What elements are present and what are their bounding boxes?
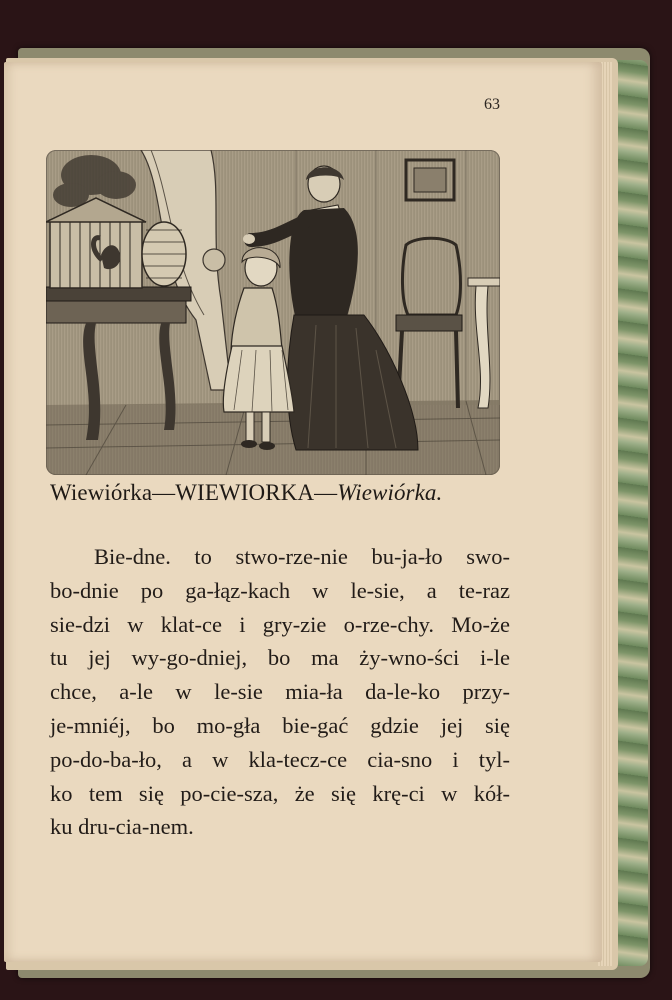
text-line: po-do-ba-ło, a w kla-tecz-ce cia-sno i tyl- (50, 746, 510, 772)
caption-italic-name: Wiewiórka. (337, 480, 443, 505)
text-line: Bie-dne. to stwo-rze-nie bu-ja-ło swo- (94, 544, 510, 569)
text-line: ko tem się po-cie-sza, że się krę-ci w kół- (50, 780, 510, 806)
text-line: je-mniéj, bo mo-gła bie-gać gdzie jej się (50, 712, 510, 738)
engraving-illustration (46, 150, 500, 475)
engraving-girl-and-woman-with-squirrel-cage-icon (46, 150, 500, 475)
text-line: bo-dnie po ga-łąz-kach w le-sie, a te-raz (50, 577, 510, 603)
illustration-caption (50, 480, 510, 506)
text-line: sie-dzi w klat-ce i gry-zie o-rze-chy. Mo-że (50, 611, 510, 637)
text-line: tu jej wy-go-dniej, bo ma ży-wno-ści i-le (50, 645, 510, 671)
text-line: ku dru-cia-nem. (50, 814, 194, 840)
body-text (50, 540, 510, 844)
caption-names: Wiewiórka—WIEWIORKA— (50, 480, 338, 505)
text-line: chce, a-le w le-sie mia-ła da-le-ko przy- (50, 679, 510, 705)
page-number: 63 (484, 96, 500, 113)
